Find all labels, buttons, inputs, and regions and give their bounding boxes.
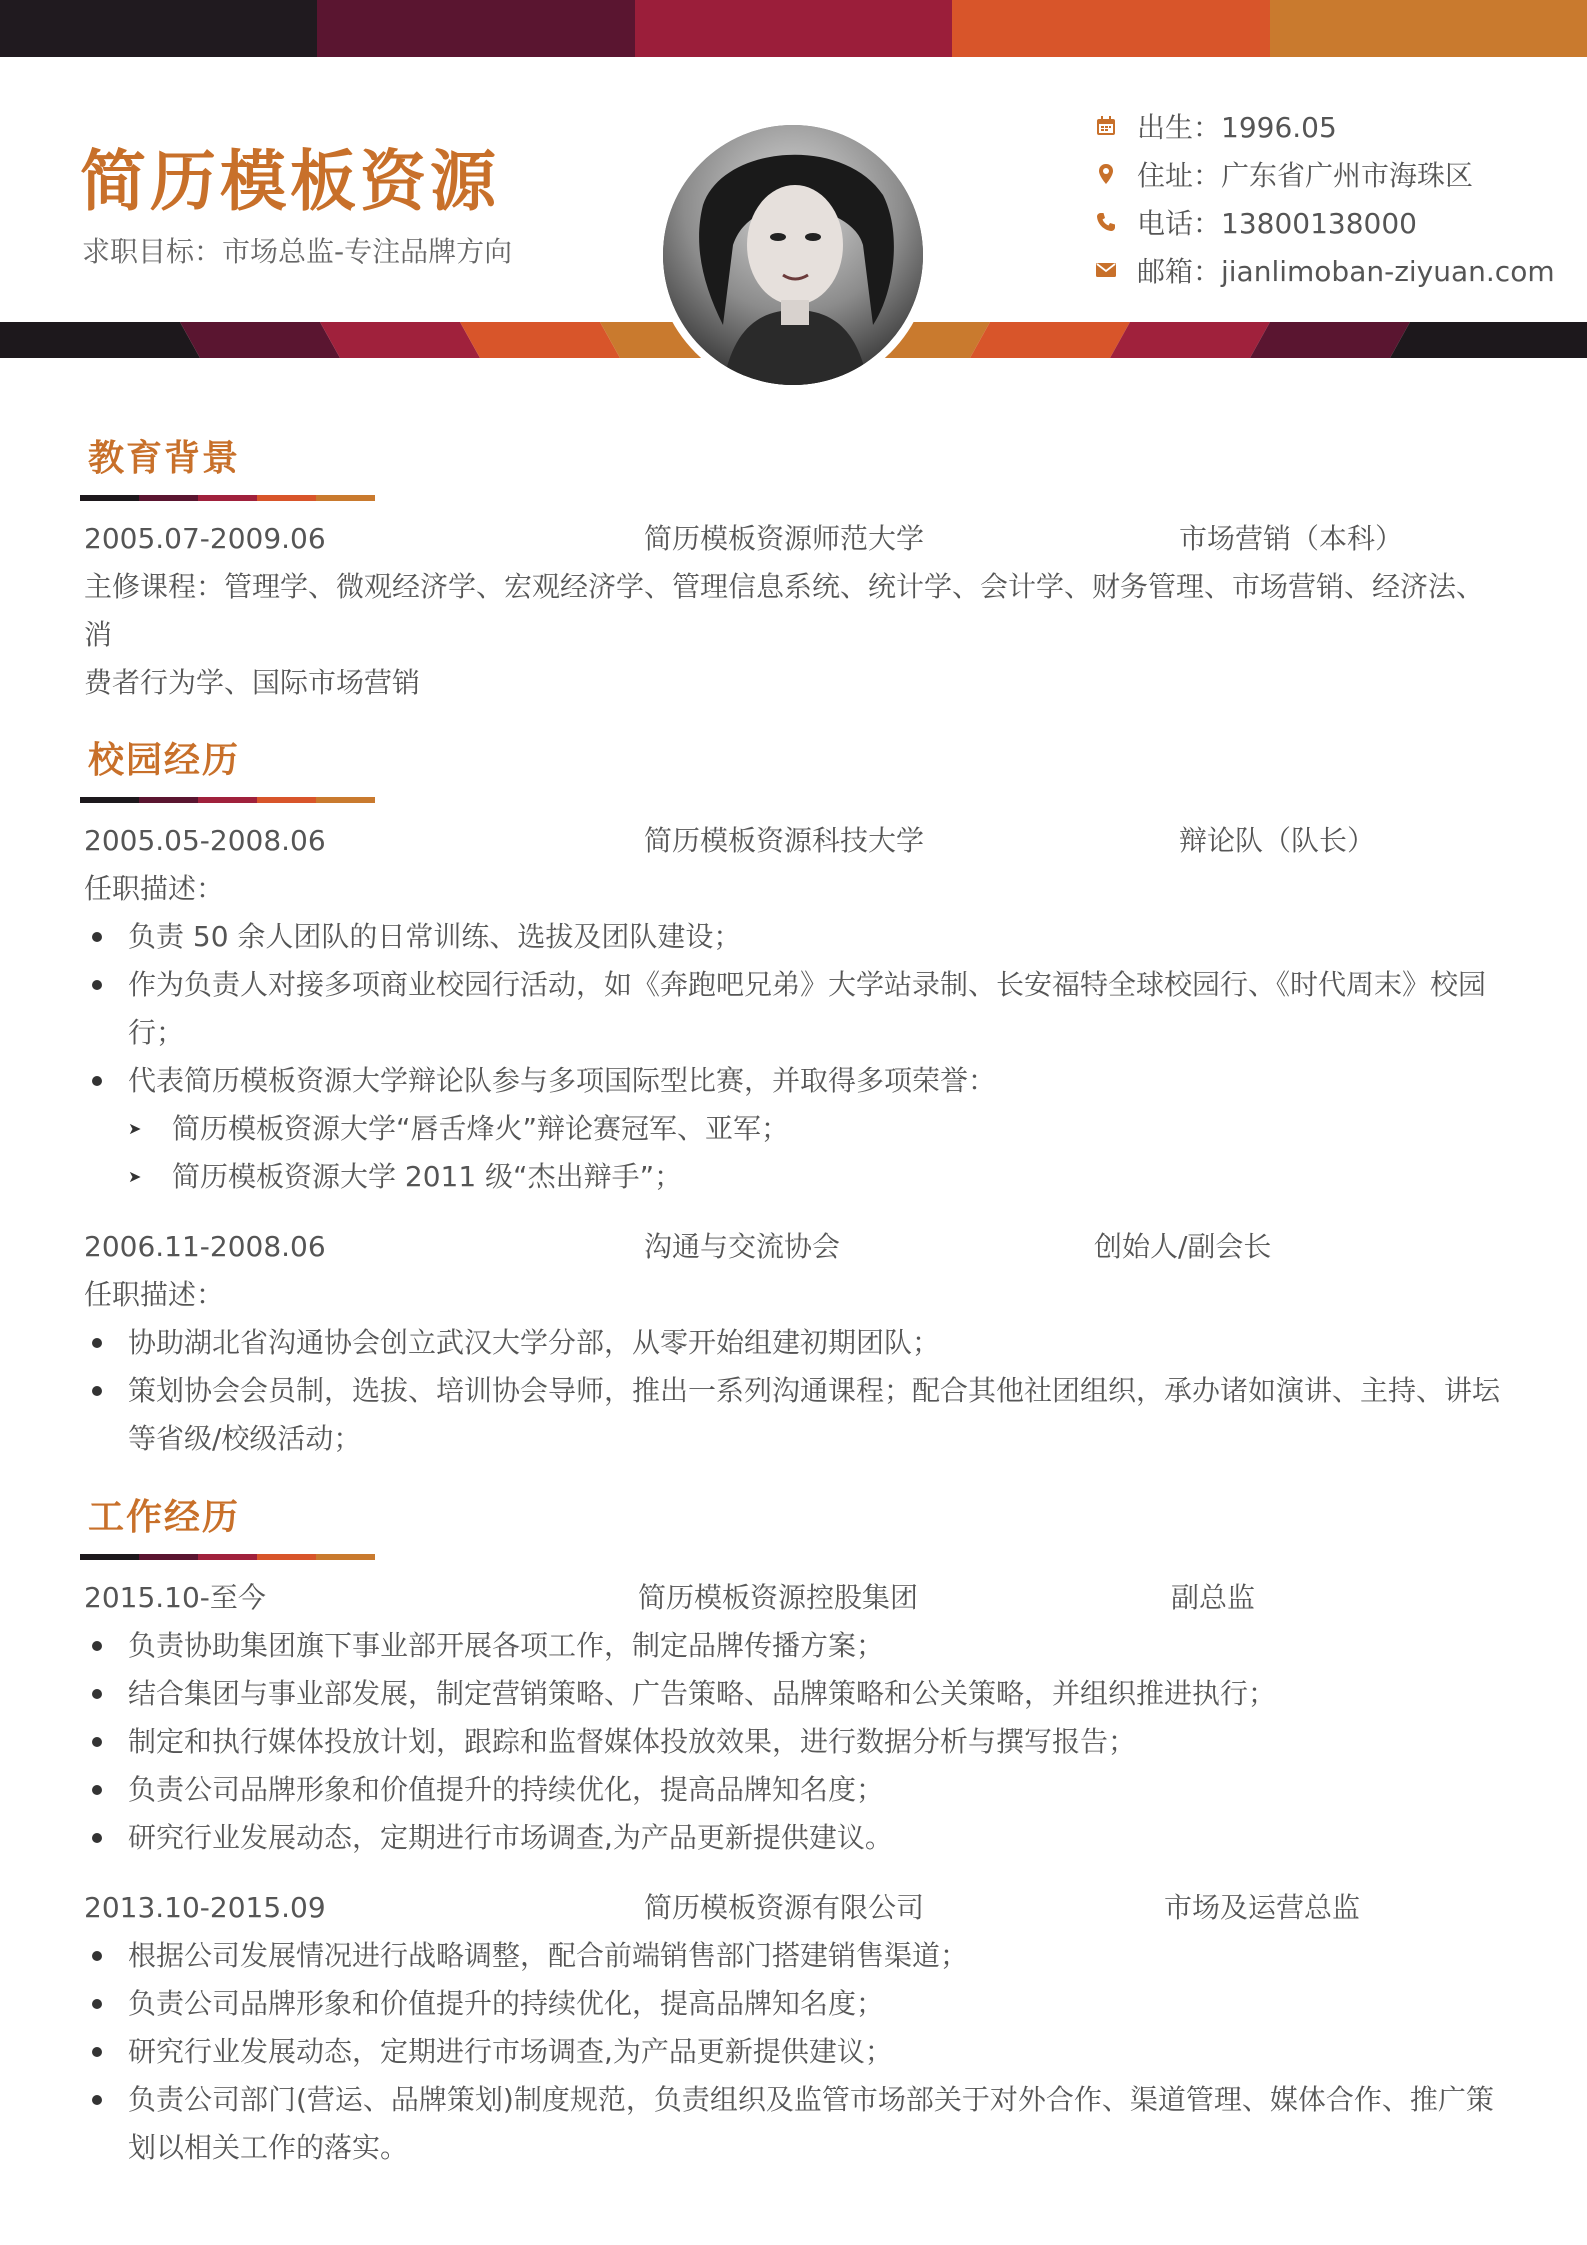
contact-address	[1093, 150, 1555, 198]
campus-role: 创始人/副会长	[1094, 1230, 1272, 1263]
contact-phone	[1093, 198, 1555, 246]
calendar-icon	[1093, 113, 1119, 139]
education-row	[84, 515, 1510, 563]
education-courses: 主修课程：管理学、微观经济学、宏观经济学、管理信息系统、统计学、会计学、财务管理、市场营销、经济法、消	[84, 570, 1485, 651]
campus-bullets	[84, 913, 1510, 1105]
list-item-cont: 等省级/校级活动；	[128, 1422, 362, 1455]
section-title-work: 工作经历	[88, 1497, 241, 1538]
campus-desc-label: 任职描述：	[84, 872, 225, 905]
section-campus	[80, 737, 1510, 1463]
candidate-name: 简历模板资源	[80, 143, 500, 220]
section-divider	[80, 797, 375, 803]
work-bullets	[84, 1622, 1510, 1862]
avatar	[655, 117, 931, 393]
section-title-education: 教育背景	[88, 438, 241, 479]
list-item: 代表简历模板资源大学辩论队参与多项国际型比赛，并取得多项荣誉：	[84, 1057, 1510, 1105]
envelope-icon	[1093, 257, 1119, 283]
campus-item-row	[84, 817, 1510, 865]
contact-email	[1093, 246, 1555, 294]
work-org: 简历模板资源有限公司	[644, 1891, 925, 1924]
list-item: 研究行业发展动态，定期进行市场调查,为产品更新提供建议；	[84, 2028, 1510, 2076]
section-work	[80, 1494, 1510, 2172]
contact-birth	[1093, 102, 1555, 150]
work-bullets	[84, 1932, 1510, 2124]
list-item: 负责公司部门(营运、品牌策划)制度规范，负责组织及监管市场部关于对外合作、渠道管理、媒体合作、推广策	[84, 2076, 1510, 2124]
contact-email-text: 邮箱：jianlimoban-ziyuan.com	[1137, 255, 1555, 288]
work-role: 市场及运营总监	[1164, 1891, 1361, 1924]
list-item: 负责 50 余人团队的日常训练、选拔及团队建设；	[84, 913, 1510, 961]
campus-date: 2006.11-2008.06	[84, 1230, 326, 1263]
work-date: 2015.10-至今	[84, 1581, 266, 1614]
work-date: 2013.10-2015.09	[84, 1891, 326, 1924]
education-major: 市场营销（本科）	[1179, 522, 1404, 555]
contact-phone-text: 电话：13800138000	[1137, 207, 1417, 240]
campus-org: 沟通与交流协会	[644, 1230, 841, 1263]
section-title-campus: 校园经历	[88, 740, 241, 781]
campus-bullets	[84, 1319, 1510, 1415]
list-item: 结合集团与事业部发展，制定营销策略、广告策略、品牌策略和公关策略，并组织推进执行；	[84, 1670, 1510, 1718]
contact-info	[1093, 102, 1555, 294]
list-item: 协助湖北省沟通协会创立武汉大学分部，从零开始组建初期团队；	[84, 1319, 1510, 1367]
section-divider	[80, 495, 375, 501]
campus-desc-label: 任职描述：	[84, 1278, 225, 1311]
work-item-row	[84, 1574, 1510, 1622]
work-role: 副总监	[1171, 1581, 1256, 1614]
list-item: 作为负责人对接多项商业校园行活动，如《奔跑吧兄弟》大学站录制、长安福特全球校园行、《时代周末》校园行；	[84, 961, 1510, 1057]
work-org: 简历模板资源控股集团	[638, 1581, 919, 1614]
top-color-strip	[0, 0, 1587, 57]
education-courses-cont: 费者行为学、国际市场营销	[84, 666, 421, 699]
campus-org: 简历模板资源科技大学	[644, 824, 925, 857]
phone-icon	[1093, 209, 1119, 235]
list-item: 制定和执行媒体投放计划，跟踪和监督媒体投放效果，进行数据分析与撰写报告；	[84, 1718, 1510, 1766]
education-date: 2005.07-2009.06	[84, 522, 326, 555]
list-item: 根据公司发展情况进行战略调整，配合前端销售部门搭建销售渠道；	[84, 1932, 1510, 1980]
list-item: 策划协会会员制，选拔、培训协会导师，推出一系列沟通课程；配合其他社团组织，承办诸如演讲、主持、讲坛	[84, 1367, 1510, 1415]
contact-birth-text: 出生：1996.05	[1137, 111, 1337, 144]
work-item-row	[84, 1884, 1510, 1932]
list-item: 负责公司品牌形象和价值提升的持续优化，提高品牌知名度；	[84, 1766, 1510, 1814]
campus-item-row	[84, 1223, 1510, 1271]
list-item: 研究行业发展动态，定期进行市场调查,为产品更新提供建议。	[84, 1814, 1510, 1862]
list-item: 负责公司品牌形象和价值提升的持续优化，提高品牌知名度；	[84, 1980, 1510, 2028]
list-item: ➤ 简历模板资源大学“唇舌烽火”辩论赛冠军、亚军；	[128, 1105, 1510, 1153]
section-education	[80, 435, 1510, 707]
job-objective: 求职目标：市场总监-专注品牌方向	[82, 235, 513, 268]
list-item: 负责协助集团旗下事业部开展各项工作，制定品牌传播方案；	[84, 1622, 1510, 1670]
location-pin-icon	[1093, 161, 1119, 187]
campus-role: 辩论队（队长）	[1179, 824, 1376, 857]
list-item-cont: 划以相关工作的落实。	[128, 2131, 409, 2164]
campus-sub-bullets	[128, 1105, 1510, 1201]
education-school: 简历模板资源师范大学	[644, 522, 925, 555]
campus-date: 2005.05-2008.06	[84, 824, 326, 857]
list-item: ➤ 简历模板资源大学 2011 级“杰出辩手”；	[128, 1153, 1510, 1201]
contact-address-text: 住址：广东省广州市海珠区	[1137, 159, 1474, 192]
portrait-photo	[663, 125, 923, 385]
section-divider	[80, 1554, 375, 1560]
